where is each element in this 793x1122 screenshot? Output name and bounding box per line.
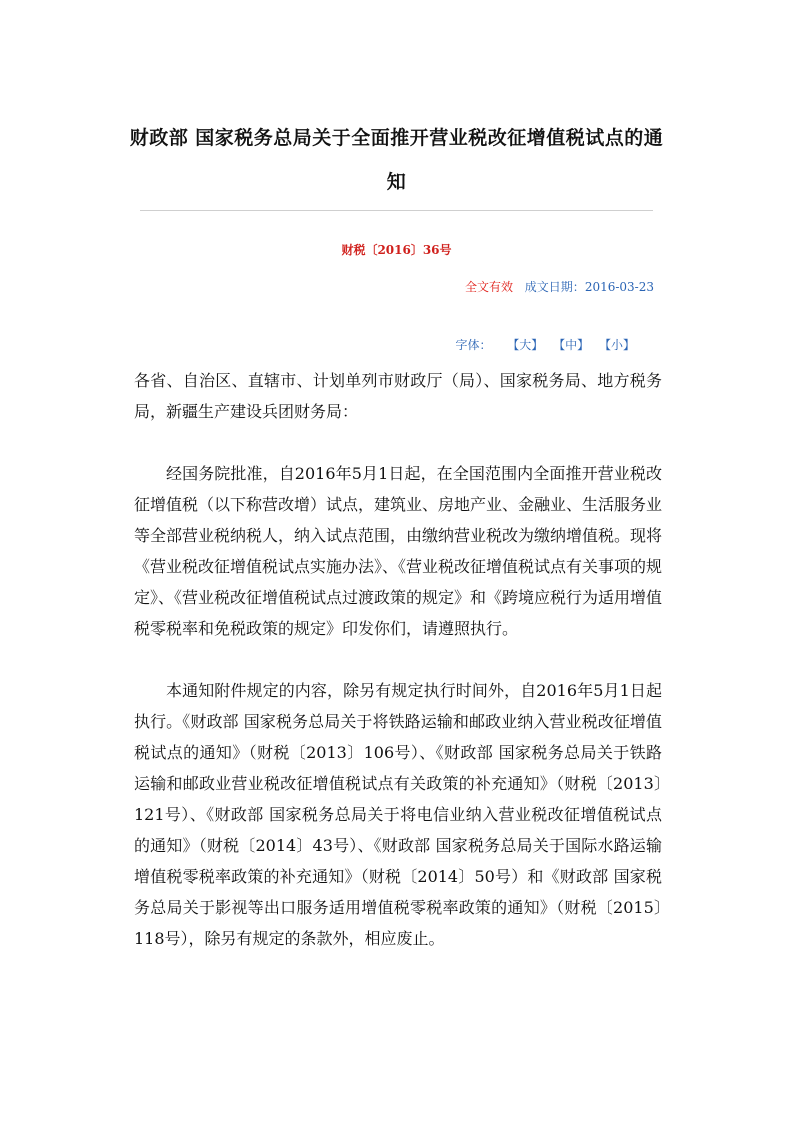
font-size-controls bbox=[455, 336, 635, 353]
document-number: 财税〔2016〕36号 bbox=[341, 243, 452, 257]
body-paragraph-1: 经国务院批准，自2016年5月1日起，在全国范围内全面推开营业税改征增值税（以下称营改增）试点，建筑业、房地产业、金融业、生活服务业等全部营业税纳税人，纳入试点范围，由缴纳营业税改为缴纳增值税。现将《营业税改征增值税试点实施办法》、《营业税改征增值税试点有关事项的规定》、《营业税改征增值税试点过渡政策的规定》和《跨境应税行为适用增值税零税率和免税政策的规定》印发你们，请遵照执行。 bbox=[134, 464, 663, 638]
date-label: 成文日期： bbox=[524, 280, 585, 294]
title-divider bbox=[140, 210, 653, 211]
font-medium-button[interactable]: 【中】 bbox=[553, 338, 590, 352]
body-paragraph-2: 本通知附件规定的内容，除另有规定执行时间外，自2016年5月1日起执行。《财政部 国家税务总局关于将铁路运输和邮政业纳入营业税改征增值税试点的通知》（财税〔2013〕106号）、《财政部 国家税务总局关于铁路运输和邮政业营业税改征增值税试点有关政策的补充通知》（财税〔2013〕121号）、《财政部 国家税务总局关于将电信业纳入营业税改征增值税试点的通知》（财税〔2014〕43号）、《财政部 国家税务总局关于国际水路运输增值税零税率政策的补充通知》（财税〔2014〕50号）和《财政部 国家税务总局关于影视等出口服务适用增值税零税率政策的通知》（财税〔2015〕118号），除另有规定的条款外，相应废止。 bbox=[134, 681, 662, 948]
font-small-button[interactable]: 【小】 bbox=[598, 338, 635, 352]
font-size-label: 字体： bbox=[455, 338, 492, 352]
salutation: 各省、自治区、直辖市、计划单列市财政厅（局）、国家税务局、地方税务局，新疆生产建设兵团财务局： bbox=[134, 371, 662, 421]
document-body bbox=[134, 365, 662, 985]
validity-status: 全文有效 bbox=[464, 280, 513, 294]
document-meta bbox=[465, 278, 654, 295]
document-title: 财政部 国家税务总局关于全面推开营业税改征增值税试点的通知 bbox=[129, 127, 664, 193]
date-value: 2016-03-23 bbox=[584, 280, 654, 294]
font-large-button[interactable]: 【大】 bbox=[507, 338, 544, 352]
